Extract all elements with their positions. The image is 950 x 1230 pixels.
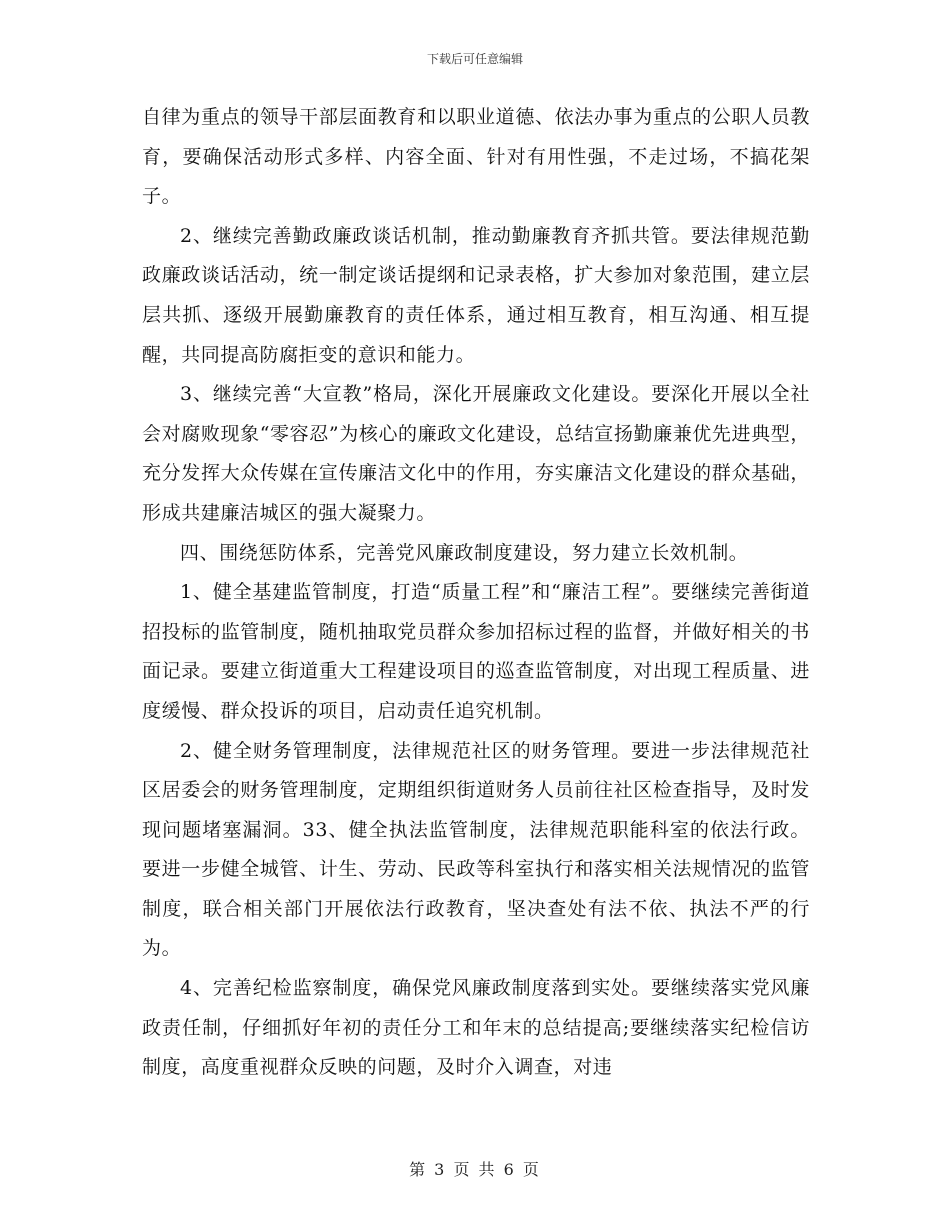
paragraph-3: 3、继续完善“大宣教”格局，深化开展廉政文化建设。要深化开展以全社会对腐败现象“零容忍”为核心的廉政文化建设，总结宣扬勤廉兼优先进典型，充分发挥大众传媒在宣传廉洁文化中的作用，夯实廉洁文化建设的群众基础，形成共建廉洁城区的强大凝聚力。 <box>142 383 810 524</box>
section-heading-4: 四、围绕惩防体系，完善党风廉政制度建设，努力建立长效机制。 <box>180 541 749 564</box>
paragraph-7: 4、完善纪检监察制度，确保党风廉政制度落到实处。要继续落实党风廉政责任制，仔细抓好年初的责任分工和年末的总结提高;要继续落实纪检信访制度，高度重视群众反映的问题，及时介入调查，对违 <box>142 977 810 1079</box>
paragraph-2: 2、继续完善勤政廉政谈话机制，推动勤廉教育齐抓共管。要法律规范勤政廉政谈话活动，统一制定谈话提纲和记录表格，扩大参加对象范围，建立层层共抓、逐级开展勤廉教育的责任体系，通过相互教育，相互沟通、相互提醒，共同提高防腐拒变的意识和能力。 <box>142 224 810 366</box>
page-number-footer: 第 3 页 共 6 页 <box>409 1160 541 1179</box>
paragraph-6: 2、健全财务管理制度，法律规范社区的财务管理。要进一步法律规范社区居委会的财务管理制度，定期组织街道财务人员前往社区检查指导，及时发现问题堵塞漏洞。33、健全执法监管制度，法律规范职能科室的依法行政。要进一步健全城管、计生、劳动、民政等科室执行和落实相关法规情况的监管制度，联合相关部门开展依法行政教育，坚决查处有法不依、执法不严的行为。 <box>142 739 810 960</box>
document-body <box>142 98 810 1088</box>
paragraph-5: 1、健全基建监管制度，打造“质量工程”和“廉洁工程”。要继续完善街道招投标的监管制度，随机抽取党员群众参加招标过程的监督，并做好相关的书面记录。要建立街道重大工程建设项目的巡查监管制度，对出现工程质量、进度缓慢、群众投诉的项目，启动责任追究机制。 <box>142 581 810 722</box>
page-header: 下载后可任意编辑 <box>426 52 523 66</box>
paragraph-1: 自律为重点的领导干部层面教育和以职业道德、依法办事为重点的公职人员教育，要确保活动形式多样、内容全面、针对有用性强，不走过场，不搞花架子。 <box>142 106 810 208</box>
